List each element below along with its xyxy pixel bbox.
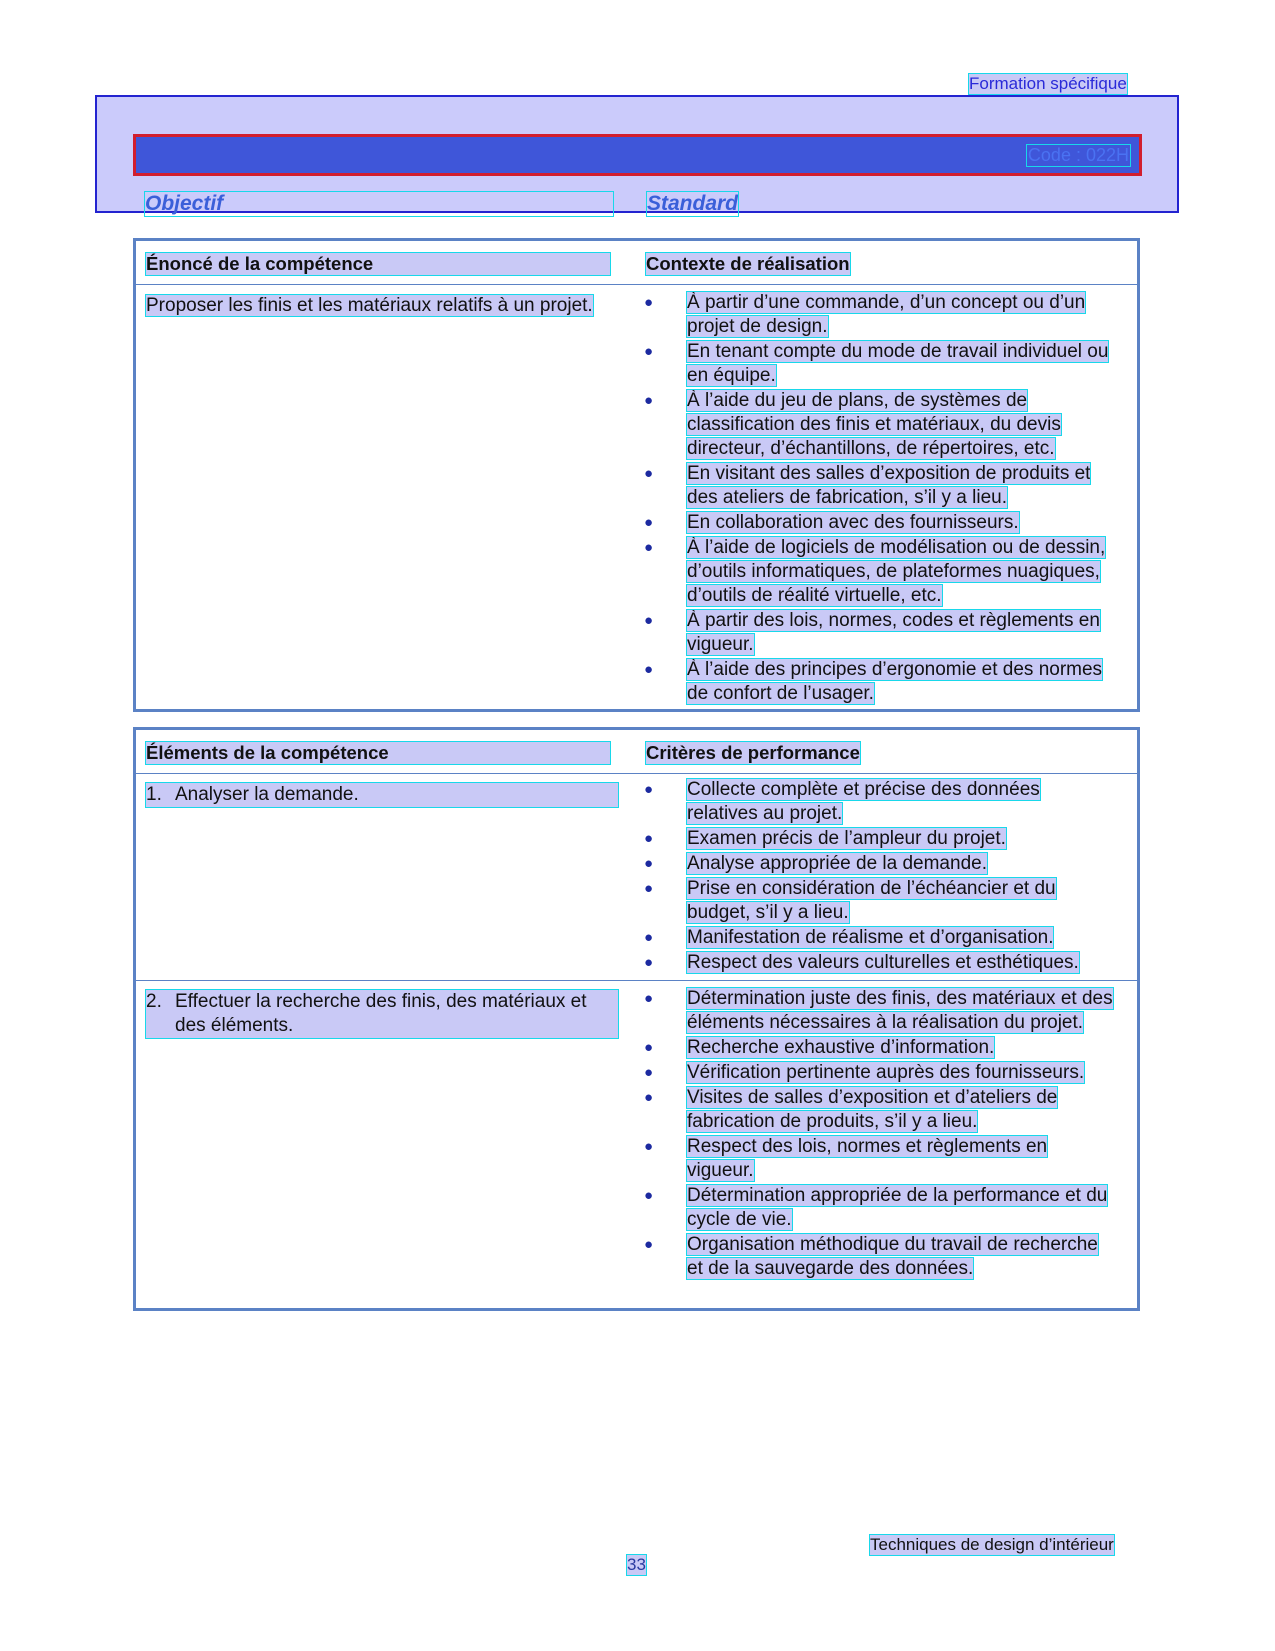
program-title: Techniques de design d’intérieur (870, 1535, 1114, 1554)
list-item (644, 1135, 1114, 1183)
criteria-list-2 (644, 987, 1114, 1282)
code-bar (133, 134, 1142, 176)
list-item (644, 462, 1114, 510)
bullet-icon: ● (644, 539, 654, 556)
element-1 (146, 783, 618, 807)
objectif-heading: Objectif (145, 192, 613, 216)
bullet-icon: ● (644, 392, 654, 409)
list-item (644, 951, 1114, 975)
enonce-table (133, 238, 1140, 712)
list-item (644, 389, 1114, 461)
list-item (644, 511, 1114, 535)
list-item (644, 1061, 1114, 1085)
list-item (644, 877, 1114, 925)
section-label: Formation spécifique (969, 74, 1127, 93)
criterion-text: Respect des valeurs culturelles et esthétiques. (687, 952, 1079, 973)
bullet-icon: ● (644, 514, 654, 531)
context-list (644, 291, 1114, 707)
context-text: À partir d’une commande, d’un concept ou d’un projet de design. (687, 292, 1086, 337)
context-text: En visitant des salles d’exposition de produits et des ateliers de fabrication, s’il y a lieu. (687, 463, 1091, 508)
context-text: À partir des lois, normes, codes et règlements en vigueur. (687, 610, 1100, 655)
bullet-icon: ● (644, 880, 654, 897)
list-item (644, 658, 1114, 706)
bullet-icon: ● (644, 1236, 654, 1253)
bullet-icon: ● (644, 855, 654, 872)
bullet-icon: ● (644, 1138, 654, 1155)
header-divider (136, 284, 1137, 285)
header-divider (136, 773, 1137, 774)
criterion-text: Examen précis de l’ampleur du projet. (687, 828, 1006, 849)
element-1-number: 1. (146, 784, 162, 805)
element-2-label: Effectuer la recherche des finis, des matériaux et des éléments. (175, 991, 587, 1036)
elements-table (133, 727, 1140, 1311)
bullet-icon: ● (644, 294, 654, 311)
list-item (644, 609, 1114, 657)
context-text: En tenant compte du mode de travail individuel ou en équipe. (687, 341, 1109, 386)
list-item (644, 827, 1114, 851)
bullet-icon: ● (644, 954, 654, 971)
competence-statement-text: Proposer les finis et les matériaux relatifs à un projet. (146, 295, 593, 316)
bullet-icon: ● (644, 781, 654, 798)
bullet-icon: ● (644, 1064, 654, 1081)
list-item (644, 852, 1114, 876)
context-text: À l’aide des principes d’ergonomie et des normes de confort de l’usager. (687, 659, 1103, 704)
criterion-text: Visites de salles d’exposition et d’ateliers de fabrication de produits, s’il y a lieu. (687, 1087, 1058, 1132)
list-item (644, 1086, 1114, 1134)
contexte-header: Contexte de réalisation (646, 253, 850, 274)
criterion-text: Prise en considération de l’échéancier et du budget, s’il y a lieu. (687, 878, 1056, 923)
bullet-icon: ● (644, 343, 654, 360)
course-code: Code : 022H (1027, 145, 1129, 165)
page-number: 33 (627, 1555, 646, 1574)
criterion-text: Manifestation de réalisme et d’organisation. (687, 927, 1054, 948)
standard-heading: Standard (647, 192, 739, 215)
list-item (644, 340, 1114, 388)
bullet-icon: ● (644, 929, 654, 946)
criterion-text: Respect des lois, normes et règlements en vigueur. (687, 1136, 1048, 1181)
list-item (644, 1036, 1114, 1060)
bullet-icon: ● (644, 1039, 654, 1056)
list-item (644, 778, 1114, 826)
list-item (644, 987, 1114, 1035)
criterion-text: Détermination juste des finis, des matériaux et des éléments nécessaires à la réalisation du projet. (687, 988, 1113, 1033)
element-2-number: 2. (146, 991, 162, 1012)
bullet-icon: ● (644, 990, 654, 1007)
criterion-text: Vérification pertinente auprès des fournisseurs. (687, 1062, 1085, 1083)
enonce-header: Énoncé de la compétence (146, 253, 610, 275)
list-item (644, 291, 1114, 339)
bullet-icon: ● (644, 830, 654, 847)
elements-header: Éléments de la compétence (146, 742, 610, 764)
context-text: En collaboration avec des fournisseurs. (687, 512, 1019, 533)
criterion-text: Détermination appropriée de la performance et du cycle de vie. (687, 1185, 1108, 1230)
criterion-text: Organisation méthodique du travail de recherche et de la sauvegarde des données. (687, 1234, 1098, 1279)
list-item (644, 1184, 1114, 1232)
list-item (644, 926, 1114, 950)
bullet-icon: ● (644, 1187, 654, 1204)
criteres-header: Critères de performance (646, 742, 860, 763)
element-1-label: Analyser la demande. (175, 784, 359, 805)
context-text: À l’aide de logiciels de modélisation ou de dessin, d’outils informatiques, de plateformes nuagiques, d’outils de réalité virtuelle, etc. (687, 537, 1106, 606)
list-item (644, 536, 1114, 608)
criterion-text: Analyse appropriée de la demande. (687, 853, 987, 874)
bullet-icon: ● (644, 661, 654, 678)
criterion-text: Recherche exhaustive d’information. (687, 1037, 995, 1058)
bullet-icon: ● (644, 1089, 654, 1106)
list-item (644, 1233, 1114, 1281)
competence-statement (146, 294, 618, 318)
criteria-list-1 (644, 778, 1114, 976)
bullet-icon: ● (644, 465, 654, 482)
row-divider (136, 980, 1137, 981)
context-text: À l’aide du jeu de plans, de systèmes de classification des finis et matériaux, du devis directeur, d’échantillons, de répertoires, etc. (687, 390, 1061, 459)
element-2 (146, 990, 618, 1038)
bullet-icon: ● (644, 612, 654, 629)
criterion-text: Collecte complète et précise des données relatives au projet. (687, 779, 1040, 824)
